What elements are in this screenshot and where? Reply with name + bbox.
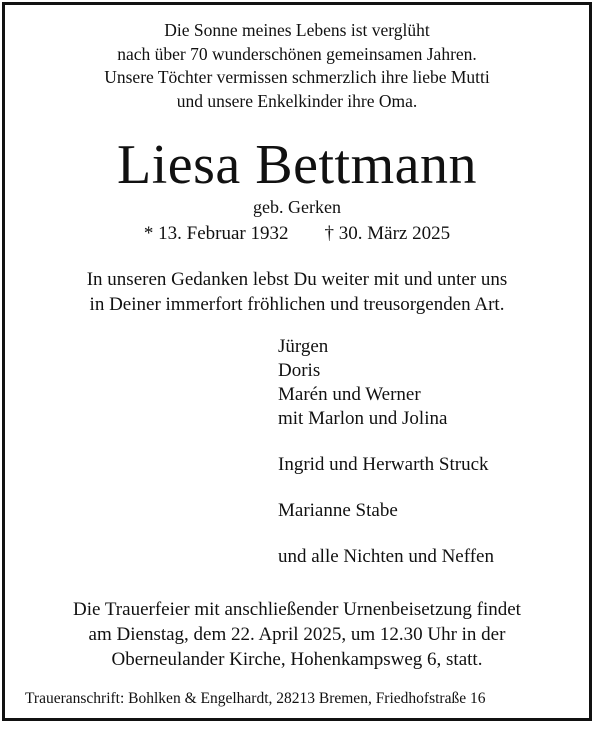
mourner-name: Jürgen (278, 336, 329, 357)
mourners-list (278, 335, 494, 591)
mourner-group-family (278, 335, 494, 431)
funeral-service-info (5, 597, 589, 672)
death-date: † 30. März 2025 (324, 223, 451, 244)
obituary-notice (2, 2, 592, 721)
verse-line: in Deiner immerfort fröhlichen und treusorgenden Art. (89, 294, 505, 315)
service-line: am Dienstag, dem 22. April 2025, um 12.30 Uhr in der (88, 624, 506, 645)
mourning-address: Traueranschrift: Bohlken & Engelhardt, 28213 Bremen, Friedhofstraße 16 (25, 690, 486, 707)
intro-line: Unsere Töchter vermissen schmerzlich ihre liebe Mutti (104, 67, 490, 87)
mourner-group: Ingrid und Herwarth Struck (278, 454, 489, 475)
mourner-name: mit Marlon und Jolina (278, 408, 448, 429)
mourner-group: und alle Nichten und Neffen (278, 546, 494, 567)
mourner-name: Marén und Werner (278, 384, 421, 405)
intro-text (5, 19, 589, 113)
memorial-verse (5, 267, 589, 317)
deceased-name: Liesa Bettmann (116, 134, 477, 196)
intro-line: und unsere Enkelkinder ihre Oma. (176, 90, 418, 111)
intro-line: nach über 70 wunderschönen gemeinsamen Jahren. (117, 43, 477, 64)
birth-date: * 13. Februar 1932 (143, 223, 289, 244)
life-dates (5, 222, 589, 246)
verse-line: In unseren Gedanken lebst Du weiter mit und unter uns (86, 269, 508, 290)
intro-line: Die Sonne meines Lebens ist verglüht (164, 20, 430, 40)
mourner-name: Doris (278, 360, 321, 381)
service-line: Oberneulander Kirche, Hohenkampsweg 6, statt. (111, 649, 483, 670)
maiden-name: geb. Gerken (253, 197, 341, 217)
mourner-group: Marianne Stabe (278, 500, 398, 521)
service-line: Die Trauerfeier mit anschließender Urnenbeisetzung findet (73, 599, 521, 620)
